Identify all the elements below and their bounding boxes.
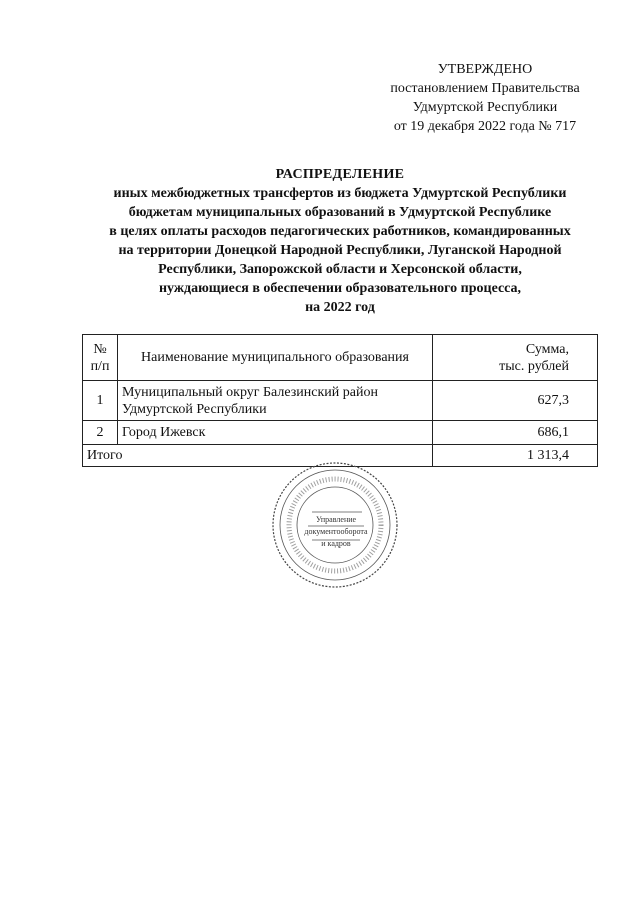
- header-sum-label: Сумма,: [525, 341, 569, 357]
- total-sum: 1 313,4: [433, 445, 598, 467]
- seal-graphic: [270, 460, 400, 590]
- seal-text: и кадров: [321, 539, 351, 548]
- title-line: нуждающиеся в обеспечении образовательного процесса,: [158, 281, 522, 296]
- approval-line-decree: постановлением Правительства: [390, 81, 580, 96]
- header-sum-unit: тыс. рублей: [499, 358, 569, 374]
- row-name-line: Удмуртской Республики: [122, 401, 267, 417]
- title-line: Республики, Запорожской области и Херсонской области,: [158, 262, 522, 277]
- row-number: 2: [83, 421, 118, 445]
- seal-text: Управление: [315, 515, 357, 524]
- table-row: [83, 381, 598, 421]
- title-line: на 2022 год: [305, 300, 375, 315]
- title-line: иных межбюджетных трансфертов из бюджета Удмуртской Республики: [113, 186, 567, 201]
- row-name: [118, 381, 433, 421]
- title-line: на территории Донецкой Народной Республики, Луганской Народной: [118, 243, 562, 258]
- title-line: в целях оплаты расходов педагогических работников, командированных: [109, 224, 571, 239]
- row-sum: 686,1: [433, 421, 598, 445]
- header-sum: [433, 335, 598, 381]
- header-number-abbr: п/п: [90, 358, 110, 374]
- row-number: 1: [83, 381, 118, 421]
- header-number: [83, 335, 118, 381]
- table-row: [83, 421, 598, 445]
- document-heading: РАСПРЕДЕЛЕНИЕ: [275, 167, 405, 182]
- table-header-row: [83, 335, 598, 381]
- total-label: Итого: [83, 445, 433, 467]
- approval-stamp: [360, 60, 610, 136]
- official-seal: [270, 460, 400, 590]
- header-number-symbol: №: [93, 341, 107, 357]
- header-name: Наименование муниципального образования: [118, 335, 433, 381]
- approval-line-republic: Удмуртской Республики: [412, 100, 558, 115]
- row-name: Город Ижевск: [118, 421, 433, 445]
- approval-line-date: от 19 декабря 2022 года № 717: [393, 119, 577, 134]
- distribution-table: [82, 334, 598, 467]
- title-line: бюджетам муниципальных образований в Удмуртской Республике: [128, 205, 552, 220]
- row-name-line: Муниципальный округ Балезинский район: [122, 384, 378, 400]
- seal-text: документооборота: [304, 527, 368, 536]
- approval-title: УТВЕРЖДЕНО: [437, 62, 533, 77]
- row-sum: 627,3: [433, 381, 598, 421]
- document-title: [70, 165, 610, 317]
